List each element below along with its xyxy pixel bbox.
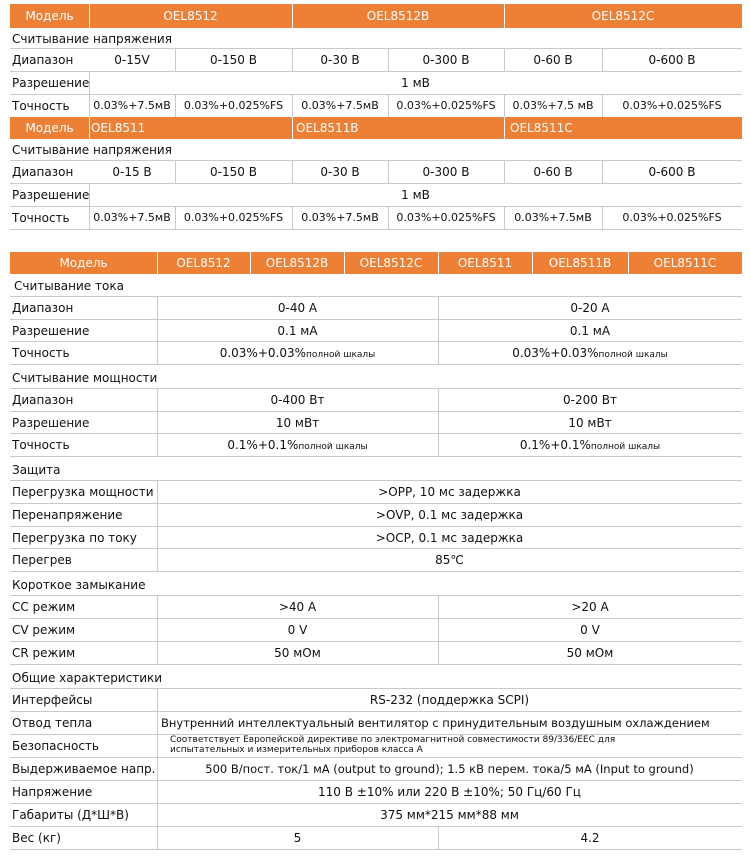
row-label: Безопасность bbox=[12, 739, 99, 753]
grid-line bbox=[157, 388, 158, 456]
cell: 0-150 В bbox=[210, 165, 257, 179]
section-title: Считывание напряжения bbox=[12, 32, 172, 46]
cell: 0.1 мА bbox=[277, 324, 318, 338]
accuracy-suffix: полной шкалы bbox=[598, 350, 668, 360]
cell: 0.03%+0.025%FS bbox=[183, 99, 284, 112]
model-name: OEL8511 bbox=[457, 256, 513, 270]
row-label: Перегрузка мощности bbox=[12, 485, 154, 499]
cell: 0 V bbox=[287, 623, 308, 637]
accuracy-value: 0.1%+0.1% bbox=[519, 438, 591, 452]
grid-line bbox=[175, 48, 176, 71]
row-line bbox=[10, 456, 742, 457]
cell: 0.03%+7.5мВ bbox=[93, 99, 171, 112]
row-label: Габариты (Д*Ш*В) bbox=[12, 808, 129, 822]
accuracy-value: 0.03%+0.03% bbox=[512, 346, 599, 360]
grid-line bbox=[438, 826, 439, 849]
cell: >OCP, 0.1 мс задержка bbox=[375, 531, 524, 545]
grid-line bbox=[388, 160, 389, 183]
row-line bbox=[10, 664, 742, 665]
accuracy-suffix: полной шкалы bbox=[298, 442, 368, 452]
row-label: Выдерживаемое напр. bbox=[12, 762, 156, 776]
cell: >20 А bbox=[571, 600, 609, 614]
grid-line bbox=[157, 595, 158, 664]
model-name: OEL8511B bbox=[296, 121, 359, 135]
cell: 50 мОм bbox=[274, 646, 321, 660]
row-label: Интерфейсы bbox=[12, 693, 93, 707]
cell: 0-200 Вт bbox=[563, 393, 617, 407]
grid-line bbox=[89, 71, 90, 117]
row-line bbox=[10, 849, 742, 850]
row-label: CV режим bbox=[12, 623, 76, 637]
cell: 5 bbox=[293, 831, 302, 845]
model-name: OEL8511C bbox=[510, 121, 573, 135]
cell: 0 V bbox=[580, 623, 600, 637]
cell: 0.03%+7.5 мВ bbox=[512, 99, 594, 112]
row-line bbox=[10, 364, 742, 365]
cell: 375 мм*215 мм*88 мм bbox=[380, 808, 519, 822]
cell: >OVP, 0.1 мс задержка bbox=[375, 508, 524, 522]
model-name: OEL8511 bbox=[91, 121, 146, 135]
row-label: Точность bbox=[12, 346, 70, 360]
row-label: Перегрузка по току bbox=[12, 531, 137, 545]
row-label: Разрешение bbox=[12, 188, 90, 202]
row-label: CR режим bbox=[12, 646, 76, 660]
row-label: Диапазон bbox=[12, 301, 74, 315]
grid-line bbox=[175, 160, 176, 183]
grid-line bbox=[504, 160, 505, 183]
accuracy-value: 0.03%+0.03% bbox=[219, 346, 306, 360]
cell: >OPP, 10 мс задержка bbox=[378, 485, 521, 499]
grid-line bbox=[89, 183, 90, 229]
cell: Внутренний интеллектуальный вентилятор с принудительным воздушным охлаждением bbox=[161, 716, 710, 730]
cell: 0-60 В bbox=[533, 53, 573, 67]
cell: 110 В ±10% или 220 В ±10%; 50 Гц/60 Гц bbox=[318, 785, 581, 799]
cell: 0-400 Вт bbox=[270, 393, 325, 407]
cell: 0.03%+7.5мВ bbox=[514, 211, 592, 224]
grid-line bbox=[157, 296, 158, 364]
grid-line bbox=[504, 48, 505, 71]
cell: 0-40 А bbox=[277, 301, 318, 315]
cell: 10 мВт bbox=[568, 416, 612, 430]
section-title: Считывание напряжения bbox=[12, 143, 172, 157]
cell: 0-300 В bbox=[422, 53, 470, 67]
row-label: Точность bbox=[12, 99, 70, 113]
section-title: Короткое замыкание bbox=[12, 578, 146, 592]
row-label: Разрешение bbox=[12, 416, 90, 430]
cell bbox=[438, 434, 742, 458]
model-label: Модель bbox=[25, 121, 74, 135]
grid-line bbox=[602, 94, 603, 117]
grid-line bbox=[292, 160, 293, 183]
cell: 0-15V bbox=[114, 53, 150, 67]
grid-line bbox=[388, 206, 389, 229]
accuracy-suffix: полной шкалы bbox=[590, 442, 661, 452]
grid-line bbox=[388, 94, 389, 117]
row-label: Перегрев bbox=[12, 553, 72, 567]
model-label: Модель bbox=[59, 256, 108, 270]
section-title: Считывание мощности bbox=[12, 371, 158, 385]
grid-line bbox=[602, 206, 603, 229]
row-label: Напряжение bbox=[12, 785, 93, 799]
row-line bbox=[10, 571, 742, 572]
grid-line bbox=[602, 48, 603, 71]
model-label: Модель bbox=[25, 9, 74, 23]
cell: RS-232 (поддержка SCPI) bbox=[369, 693, 530, 707]
cell: 1 мВ bbox=[401, 188, 430, 202]
cell: 0-15 В bbox=[112, 165, 152, 179]
row-label: Диапазон bbox=[12, 393, 74, 407]
divider bbox=[504, 117, 505, 139]
cell bbox=[157, 342, 438, 366]
grid-line bbox=[175, 94, 176, 117]
cell: 0.03%+7.5мВ bbox=[301, 211, 379, 224]
row-label: Точность bbox=[12, 211, 70, 225]
cell: 50 мОм bbox=[566, 646, 614, 660]
divider bbox=[89, 117, 90, 139]
model-name: OEL8512B bbox=[366, 9, 430, 23]
section-title: Защита bbox=[12, 463, 61, 477]
row-label: Перенапряжение bbox=[12, 508, 123, 522]
grid-line bbox=[504, 206, 505, 229]
grid-line bbox=[504, 94, 505, 117]
row-label: Точность bbox=[12, 438, 70, 452]
accuracy-value: 0.1%+0.1% bbox=[227, 438, 299, 452]
model-name: OEL8512 bbox=[163, 9, 218, 23]
grid-line bbox=[438, 388, 439, 456]
grid-line bbox=[175, 206, 176, 229]
row-label: Диапазон bbox=[12, 165, 74, 179]
grid-line bbox=[438, 595, 439, 664]
cell bbox=[157, 434, 438, 458]
row-label: Отвод тепла bbox=[12, 716, 93, 730]
row-line bbox=[10, 229, 742, 230]
cell: 1 мВ bbox=[401, 76, 430, 90]
cell: 0.03%+0.025%FS bbox=[396, 99, 496, 112]
cell: >40 А bbox=[278, 600, 317, 614]
grid-line bbox=[388, 48, 389, 71]
row-label: Диапазон bbox=[12, 53, 74, 67]
model-name: OEL8512 bbox=[176, 256, 231, 270]
row-label: CC режим bbox=[12, 600, 76, 614]
grid-line bbox=[292, 48, 293, 71]
cell: 0-30 В bbox=[320, 165, 360, 179]
row-label: Вес (кг) bbox=[12, 831, 61, 845]
cell: 0-20 А bbox=[570, 301, 610, 315]
grid-line bbox=[292, 94, 293, 117]
cell: 0.03%+7.5мВ bbox=[301, 99, 379, 112]
cell: 0-300 В bbox=[422, 165, 470, 179]
cell: 0-600 В bbox=[648, 165, 696, 179]
cell: 0-600 В bbox=[648, 53, 696, 67]
cell: 0.1 мА bbox=[569, 324, 611, 338]
cell: Соответствует Европейской директиве по электромагнитной совместимости 89/336/EEC для испытательных и измерительных приборов класса А bbox=[170, 735, 616, 755]
cell: 0-150 В bbox=[210, 53, 257, 67]
cell: 0.03%+0.025%FS bbox=[622, 99, 722, 112]
grid-line bbox=[292, 206, 293, 229]
grid-line bbox=[157, 688, 158, 849]
cell bbox=[438, 342, 742, 366]
cell: 500 В/пост. ток/1 мА (output to ground); 1.5 кВ перем. тока/5 мА (Input to ground) bbox=[205, 762, 694, 776]
cell: 0.03%+0.025%FS bbox=[183, 211, 284, 224]
grid-line bbox=[438, 296, 439, 364]
model-name: OEL8512B bbox=[265, 256, 329, 270]
section-title: Общие характеристики bbox=[12, 671, 163, 685]
cell: 0.03%+0.025%FS bbox=[396, 211, 496, 224]
model-name: OEL8512C bbox=[359, 256, 423, 270]
cell: 0-60 В bbox=[533, 165, 573, 179]
cell: 4.2 bbox=[580, 831, 600, 845]
grid-line bbox=[602, 160, 603, 183]
model-name: OEL8511B bbox=[548, 256, 612, 270]
divider bbox=[292, 117, 293, 139]
cell: 0.03%+0.025%FS bbox=[622, 211, 722, 224]
cell: 0.03%+7.5мВ bbox=[93, 211, 171, 224]
cell: 85℃ bbox=[435, 553, 464, 567]
row-label: Разрешение bbox=[12, 324, 90, 338]
model-name: OEL8512C bbox=[591, 9, 655, 23]
cell: 10 мВт bbox=[275, 416, 320, 430]
cell: 0-30 В bbox=[320, 53, 360, 67]
section-title: Считывание тока bbox=[14, 279, 124, 293]
model-name: OEL8511C bbox=[653, 256, 717, 270]
row-label: Разрешение bbox=[12, 76, 90, 90]
accuracy-suffix: полной шкалы bbox=[306, 350, 376, 360]
grid-line bbox=[157, 480, 158, 571]
